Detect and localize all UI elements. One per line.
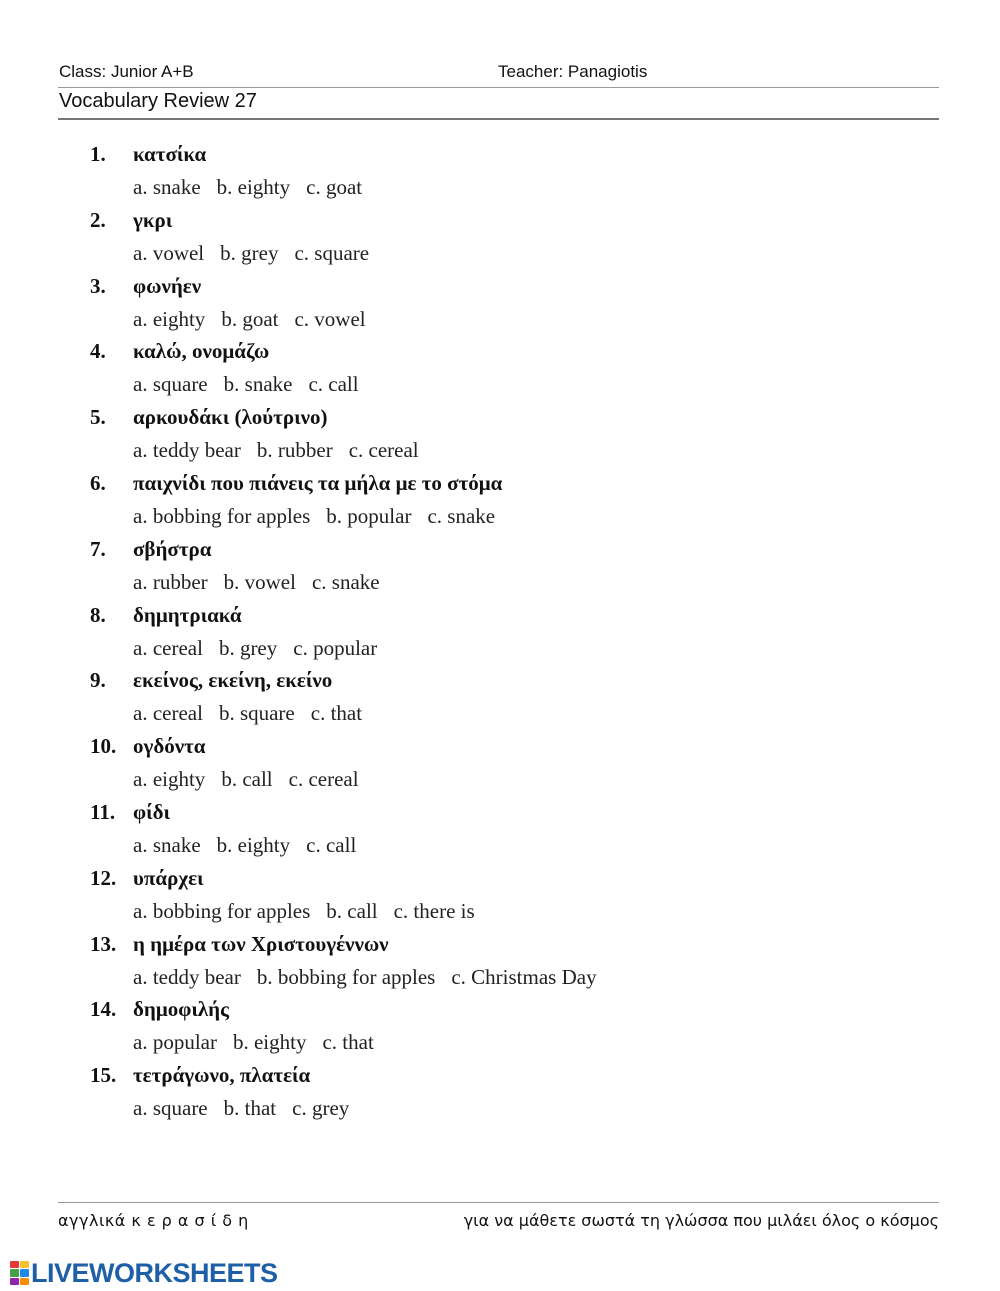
answer-option[interactable]: c. snake (311, 569, 380, 594)
answer-option[interactable]: a. square (133, 372, 208, 397)
question-number: 15. (90, 1063, 117, 1088)
answer-options (133, 899, 491, 924)
answer-option[interactable]: b. eighty (216, 175, 291, 199)
question-word: τετράγωνο, πλατεία (133, 1063, 311, 1088)
question-number: 5. (90, 405, 106, 430)
question-word: φίδι (133, 799, 171, 824)
answer-option[interactable]: a. vowel (133, 240, 205, 265)
liveworksheets-logo[interactable] (10, 1259, 278, 1287)
liveworksheets-logo-icon (10, 1261, 29, 1285)
logo-square (20, 1261, 29, 1268)
answer-option[interactable]: a. bobbing for apples (133, 503, 311, 528)
answer-option[interactable]: b. rubber (256, 438, 333, 463)
question-word: η ημέρα των Χριστουγέννων (133, 931, 389, 956)
page-title: Vocabulary Review 27 (59, 90, 257, 112)
answer-option[interactable]: c. cereal (288, 767, 359, 792)
question-number: 8. (90, 602, 106, 627)
answer-option[interactable]: c. there is (393, 898, 475, 923)
question-number: 2. (90, 207, 106, 232)
question-word: καλώ, ονομάζω (133, 339, 270, 364)
answer-options (133, 701, 378, 726)
answer-options (133, 833, 372, 858)
answer-option[interactable]: b. square (218, 701, 295, 726)
answer-option[interactable]: b. eighty (216, 832, 291, 857)
answer-option[interactable]: b. that (223, 1096, 277, 1121)
answer-option[interactable]: b. grey (220, 240, 279, 265)
question-number: 6. (90, 470, 106, 495)
question-word: αρκουδάκι (λούτρινο) (133, 405, 328, 430)
answer-option[interactable]: a. snake (133, 832, 201, 857)
question-word: εκείνος, εκείνη, εκείνο (133, 668, 333, 693)
worksheet-header (58, 60, 939, 120)
logo-square (10, 1278, 19, 1285)
question-number: 11. (90, 799, 116, 824)
answer-options (133, 372, 375, 397)
question-number: 4. (90, 339, 106, 364)
title-row (58, 88, 939, 120)
question-number: 7. (90, 536, 106, 561)
answer-option[interactable]: a. cereal (133, 635, 203, 660)
answer-option[interactable]: b. call (326, 898, 378, 923)
answer-option[interactable]: c. grey (292, 1096, 350, 1121)
answer-options (133, 307, 382, 332)
answer-option[interactable]: b. goat (221, 306, 279, 331)
answer-option[interactable]: c. call (308, 372, 359, 397)
answer-options (133, 767, 375, 792)
answer-option[interactable]: a. teddy bear (133, 964, 241, 989)
answer-option[interactable]: a. rubber (133, 569, 208, 594)
question-word: κατσίκα (133, 142, 207, 166)
answer-option[interactable]: c. cereal (348, 438, 419, 463)
logo-text: LIVEWORKSHEETS (31, 1257, 278, 1288)
answer-option[interactable]: b. snake (223, 372, 293, 397)
answer-option[interactable]: c. Christmas Day (451, 964, 597, 989)
question-number: 13. (90, 931, 117, 956)
answer-options (133, 570, 396, 595)
answer-option[interactable]: b. bobbing for apples (256, 964, 436, 989)
footer-left-text: αγγλικά κ ε ρ α σ ί δ η (58, 1211, 249, 1230)
answer-options (133, 175, 378, 200)
class-label: Class: Junior A+B (59, 62, 194, 81)
question-word: υπάρχει (133, 865, 204, 890)
answer-option[interactable]: c. that (310, 701, 363, 726)
answer-option[interactable]: a. eighty (133, 306, 206, 331)
question-number: 14. (90, 997, 117, 1022)
answer-option[interactable]: a. snake (133, 175, 201, 199)
answer-option[interactable]: c. call (306, 832, 357, 857)
answer-options (133, 1030, 390, 1055)
answer-options (133, 504, 511, 529)
logo-square (20, 1269, 29, 1276)
question-number: 9. (90, 668, 106, 693)
logo-square (10, 1269, 19, 1276)
answer-options (133, 241, 385, 266)
answer-option[interactable]: a. teddy bear (133, 438, 241, 463)
question-word: δημητριακά (133, 602, 242, 627)
answer-option[interactable]: c. that (322, 1030, 374, 1055)
logo-square (10, 1261, 19, 1268)
answer-option[interactable]: a. popular (133, 1030, 217, 1055)
question-number: 10. (90, 734, 117, 759)
question-word: ογδόντα (133, 734, 206, 759)
header-info-row (58, 60, 939, 88)
answer-option[interactable]: b. eighty (232, 1030, 307, 1055)
answer-options (133, 965, 613, 990)
question-number: 3. (90, 273, 106, 298)
question-word: παιχνίδι που πιάνεις τα μήλα με το στόμα (133, 470, 503, 495)
answer-options (133, 636, 393, 661)
logo-square (20, 1278, 29, 1285)
answer-option[interactable]: a. square (133, 1096, 208, 1121)
answer-option[interactable]: c. snake (427, 503, 496, 528)
question-number: 1. (90, 142, 106, 166)
question-word: γκρι (133, 207, 173, 232)
answer-option[interactable]: c. square (294, 240, 370, 265)
teacher-label: Teacher: Panagiotis (498, 62, 648, 81)
answer-options (133, 1096, 365, 1121)
answer-option[interactable]: b. call (221, 767, 273, 792)
answer-option[interactable]: a. eighty (133, 767, 206, 792)
answer-option[interactable]: c. goat (306, 175, 363, 199)
footer-right-text: για να μάθετε σωστά τη γλώσσα που μιλάει όλος ο κόσμος (463, 1211, 939, 1230)
answer-option[interactable]: a. cereal (133, 701, 203, 726)
question-number: 12. (90, 865, 117, 890)
question-word: σβήστρα (133, 536, 212, 561)
answer-option[interactable]: b. grey (218, 635, 278, 660)
answer-option[interactable]: a. bobbing for apples (133, 898, 311, 923)
answer-option[interactable]: c. popular (293, 635, 378, 660)
answer-option[interactable]: c. vowel (294, 306, 366, 331)
worksheet-footer (58, 1202, 939, 1230)
answer-options (133, 438, 435, 463)
question-word: φωνήεν (133, 273, 202, 298)
answer-option[interactable]: b. vowel (223, 569, 296, 594)
answer-option[interactable]: b. popular (326, 503, 412, 528)
question-word: δημοφιλής (133, 997, 229, 1022)
